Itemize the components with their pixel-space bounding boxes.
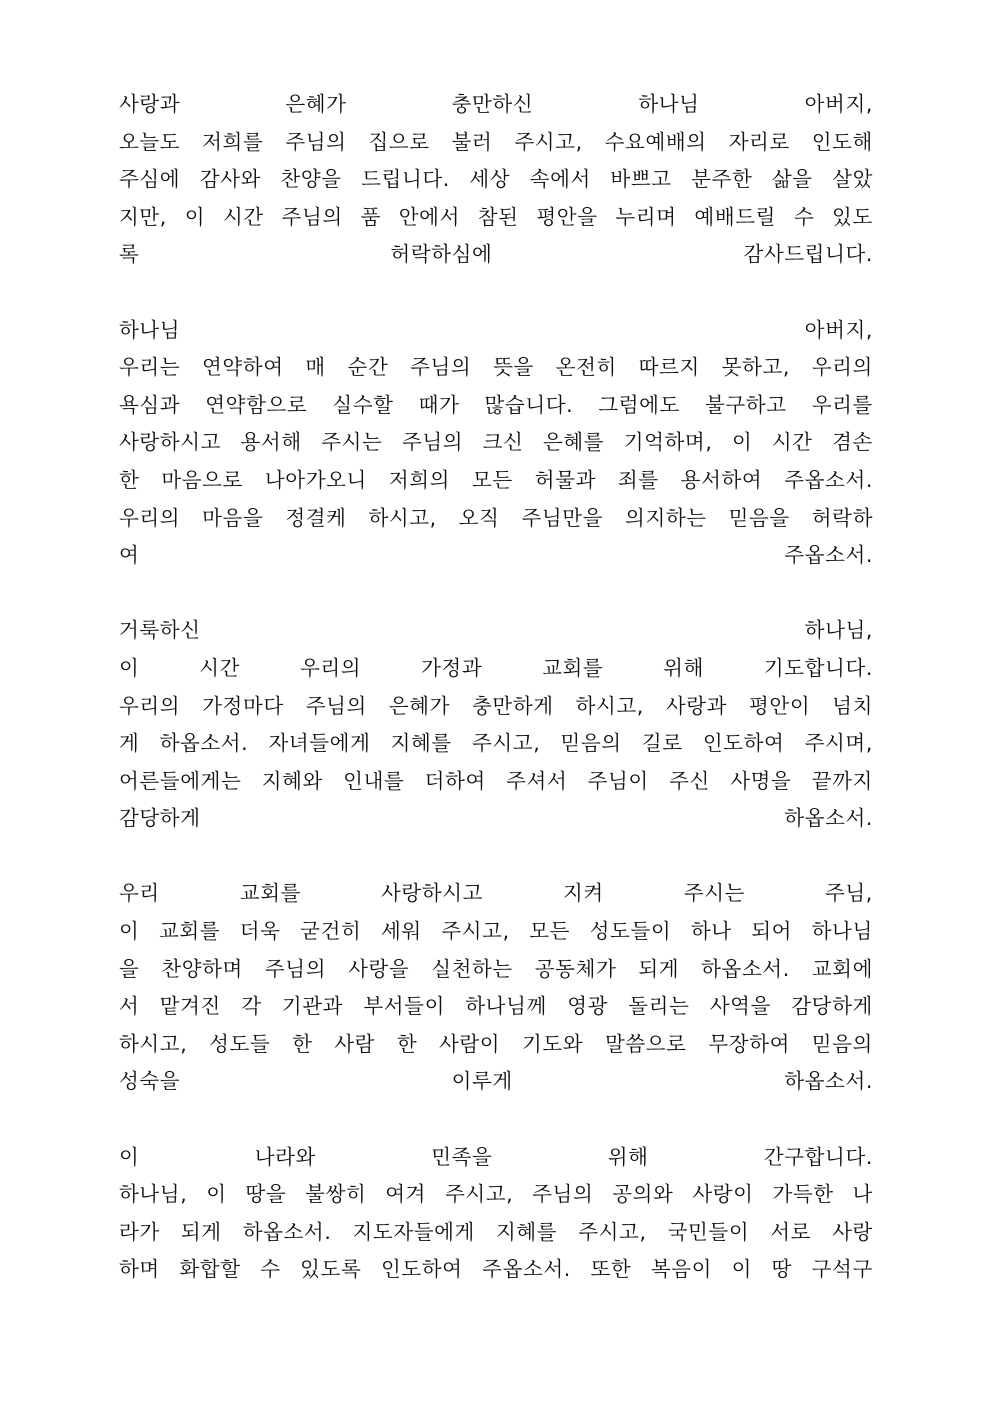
text-word: 록 bbox=[119, 242, 140, 267]
text-word: 이 bbox=[119, 1144, 140, 1169]
text-word: 이루게 bbox=[451, 1069, 513, 1094]
text-word: 충만하게 bbox=[472, 693, 554, 718]
text-word: 한 bbox=[292, 1031, 313, 1056]
text-word: 용서하여 bbox=[680, 467, 763, 492]
text-word: 이 bbox=[184, 204, 206, 229]
text-word: 하시고, bbox=[575, 693, 644, 718]
text-word: 사역을 bbox=[709, 994, 771, 1019]
text-word: 여 bbox=[119, 543, 140, 568]
text-word: 위해 bbox=[663, 655, 704, 680]
text-word: 예배드릴 bbox=[694, 204, 777, 229]
text-line bbox=[119, 1139, 873, 1177]
text-word: 불쌍히 bbox=[305, 1182, 367, 1207]
text-word: 부서들이 bbox=[363, 994, 445, 1019]
text-word: 주시고, bbox=[578, 1219, 647, 1244]
text-line bbox=[119, 236, 873, 274]
paragraph-gap bbox=[119, 575, 873, 613]
text-word: 이 bbox=[731, 430, 753, 455]
text-word: 주옵소서. bbox=[482, 1257, 571, 1282]
text-word: 자리로 bbox=[728, 129, 790, 154]
text-word: 평안을 bbox=[536, 204, 598, 229]
text-word: 한 bbox=[396, 1031, 418, 1056]
text-word: 지만, bbox=[119, 204, 167, 229]
text-word: 주님이 bbox=[587, 768, 649, 793]
text-word: 되게 bbox=[180, 1219, 222, 1244]
text-word: 화합할 bbox=[179, 1257, 241, 1282]
text-word: 말씀으로 bbox=[604, 1031, 687, 1056]
text-word: 분주한 bbox=[691, 167, 753, 192]
text-word: 아버지, bbox=[804, 92, 873, 116]
text-word: 사명을 bbox=[730, 768, 792, 793]
text-word: 무장하여 bbox=[708, 1031, 790, 1056]
text-word: 성도들 bbox=[209, 1031, 271, 1056]
text-word: 찬양을 bbox=[280, 167, 342, 192]
text-word: 넘치 bbox=[832, 693, 873, 718]
text-word: 의지하는 bbox=[625, 505, 707, 530]
text-line bbox=[119, 312, 873, 350]
text-word: 하나님께 bbox=[465, 994, 547, 1019]
prayer-text bbox=[119, 86, 873, 1289]
text-word: 있도록 bbox=[300, 1257, 362, 1282]
text-word: 하시고, bbox=[119, 1031, 188, 1056]
text-word: 사랑하시고 bbox=[381, 881, 484, 906]
text-line bbox=[119, 500, 873, 538]
text-word: 연약하여 bbox=[201, 355, 284, 380]
text-line bbox=[119, 612, 873, 650]
text-word: 수 bbox=[793, 204, 815, 229]
text-word: 기도와 bbox=[521, 1031, 584, 1056]
text-word: 주님의 bbox=[532, 1182, 594, 1207]
text-word: 주신 bbox=[669, 768, 710, 793]
text-line bbox=[119, 763, 873, 801]
text-word: 사랑과 bbox=[665, 693, 728, 718]
text-word: 우리를 bbox=[811, 392, 873, 417]
text-word: 사람 bbox=[334, 1031, 376, 1056]
text-line bbox=[119, 1251, 873, 1289]
paragraph-gap bbox=[119, 838, 873, 876]
text-word: 지혜를 bbox=[390, 731, 452, 756]
text-word: 하옵소서. bbox=[242, 1219, 332, 1244]
text-line bbox=[119, 537, 873, 575]
paragraph-gap bbox=[119, 274, 873, 312]
text-word: 이 bbox=[119, 919, 140, 944]
text-word: 맡겨진 bbox=[159, 994, 221, 1019]
text-word: 실천하는 bbox=[431, 956, 513, 981]
text-word: 교회를 bbox=[239, 881, 302, 906]
text-word: 주님의 bbox=[285, 129, 347, 154]
text-word: 시간 bbox=[199, 655, 241, 680]
paragraph bbox=[119, 875, 873, 1101]
text-word: 한 bbox=[119, 467, 140, 492]
text-word: 하나님 bbox=[119, 317, 181, 342]
text-line bbox=[119, 1176, 873, 1214]
text-word: 주님의 bbox=[305, 693, 367, 718]
text-word: 되어 bbox=[751, 919, 793, 944]
text-word: 드립니다. bbox=[361, 167, 450, 192]
text-word: 저희의 bbox=[388, 467, 451, 492]
text-word: 지혜와 bbox=[261, 768, 323, 793]
text-line bbox=[119, 1214, 873, 1252]
text-word: 성숙을 bbox=[119, 1069, 181, 1094]
text-word: 은혜가 bbox=[285, 92, 347, 116]
text-line bbox=[119, 913, 873, 951]
text-word: 매 bbox=[305, 355, 326, 380]
text-word: 세상 bbox=[469, 167, 511, 192]
text-word: 세워 bbox=[380, 919, 422, 944]
text-word: 겸손 bbox=[832, 430, 873, 455]
paragraph bbox=[119, 612, 873, 838]
paragraph bbox=[119, 1139, 873, 1289]
text-word: 서로 bbox=[770, 1219, 812, 1244]
text-word: 우리의 bbox=[119, 505, 181, 530]
text-word: 나아가오니 bbox=[264, 467, 367, 492]
text-word: 인도하여 bbox=[380, 1257, 463, 1282]
text-word: 연약함으로 bbox=[205, 392, 308, 417]
text-word: 하며 bbox=[119, 1257, 160, 1282]
text-word: 아버지, bbox=[804, 317, 873, 342]
text-word: 사랑이 bbox=[692, 1182, 754, 1207]
text-word: 하나님, bbox=[804, 618, 873, 643]
text-word: 이 bbox=[119, 655, 140, 680]
text-word: 저희를 bbox=[202, 129, 264, 154]
text-word: 실수할 bbox=[332, 392, 394, 417]
text-word: 주옵소서. bbox=[784, 467, 873, 492]
text-word: 민족을 bbox=[431, 1144, 493, 1169]
text-word: 하옵소서. bbox=[701, 956, 790, 981]
text-word: 허락하심에 bbox=[390, 242, 493, 267]
text-word: 우리의 bbox=[119, 693, 181, 718]
text-word: 시간 bbox=[771, 430, 813, 455]
text-word: 시간 bbox=[222, 204, 264, 229]
text-word: 하나님 bbox=[638, 92, 700, 116]
text-word: 주님, bbox=[825, 881, 873, 906]
text-word: 안에서 bbox=[398, 204, 460, 229]
text-word: 국민들이 bbox=[667, 1219, 750, 1244]
text-word: 그럼에도 bbox=[598, 392, 680, 417]
text-word: 충만하신 bbox=[451, 92, 534, 116]
text-line bbox=[119, 875, 873, 913]
text-word: 속에서 bbox=[529, 167, 591, 192]
text-word: 욕심과 bbox=[119, 392, 181, 417]
text-word: 돌리는 bbox=[628, 994, 690, 1019]
text-word: 라가 bbox=[119, 1219, 160, 1244]
text-word: 인내를 bbox=[343, 768, 405, 793]
text-word: 사랑 bbox=[832, 1219, 873, 1244]
text-word: 감당하게 bbox=[119, 806, 201, 831]
text-word: 을 bbox=[119, 956, 140, 981]
text-word: 주시며, bbox=[804, 731, 873, 756]
text-word: 뜻을 bbox=[493, 355, 534, 380]
text-word: 허락하 bbox=[811, 505, 873, 530]
text-word: 감당하게 bbox=[791, 994, 873, 1019]
text-word: 더욱 bbox=[239, 919, 281, 944]
text-word: 주님의 bbox=[410, 355, 472, 380]
text-word: 기억하며, bbox=[623, 430, 713, 455]
text-word: 우리의 bbox=[811, 355, 873, 380]
text-word: 주셔서 bbox=[506, 768, 568, 793]
text-word: 인도해 bbox=[811, 129, 873, 154]
text-word: 굳건히 bbox=[300, 919, 362, 944]
text-word: 사랑을 bbox=[348, 956, 410, 981]
text-word: 나라와 bbox=[254, 1144, 316, 1169]
text-line bbox=[119, 800, 873, 838]
text-word: 오늘도 bbox=[119, 129, 181, 154]
text-word: 땅 bbox=[771, 1257, 793, 1282]
text-word: 이 bbox=[206, 1182, 227, 1207]
text-word: 많습니다. bbox=[484, 392, 574, 417]
text-word: 수 bbox=[260, 1257, 281, 1282]
text-word: 또한 bbox=[590, 1257, 632, 1282]
text-word: 있도 bbox=[832, 204, 873, 229]
text-word: 주시고, bbox=[441, 919, 510, 944]
text-word: 사랑하시고 bbox=[119, 430, 222, 455]
text-word: 어른들에게는 bbox=[119, 768, 242, 793]
text-word: 모든 bbox=[529, 919, 571, 944]
text-word: 교회를 bbox=[542, 655, 604, 680]
text-word: 품 bbox=[360, 204, 381, 229]
text-word: 서 bbox=[119, 994, 140, 1019]
text-word: 따르지 bbox=[638, 355, 700, 380]
text-word: 온전히 bbox=[555, 355, 617, 380]
text-word: 마음으로 bbox=[161, 467, 243, 492]
text-word: 기관과 bbox=[281, 994, 344, 1019]
text-word: 불구하고 bbox=[705, 392, 787, 417]
text-word: 살았 bbox=[832, 167, 873, 192]
text-word: 주님의 bbox=[401, 430, 464, 455]
text-word: 주님의 bbox=[281, 204, 343, 229]
text-word: 믿음의 bbox=[811, 1031, 873, 1056]
text-line bbox=[119, 988, 873, 1026]
text-word: 끝까지 bbox=[811, 768, 873, 793]
text-word: 교회에 bbox=[811, 956, 873, 981]
text-word: 지혜를 bbox=[495, 1219, 558, 1244]
text-word: 마음을 bbox=[202, 505, 264, 530]
text-word: 불러 bbox=[451, 129, 493, 154]
text-word: 길로 bbox=[641, 731, 683, 756]
text-word: 감사드립니다. bbox=[743, 242, 873, 267]
text-word: 하나님, bbox=[119, 1182, 188, 1207]
text-word: 하나님 bbox=[811, 919, 873, 944]
text-word: 주시는 bbox=[321, 430, 383, 455]
text-word: 정결케 bbox=[285, 505, 347, 530]
text-word: 교회를 bbox=[158, 919, 221, 944]
text-word: 허물과 bbox=[534, 467, 596, 492]
text-word: 간구합니다. bbox=[763, 1144, 873, 1169]
text-word: 공의와 bbox=[612, 1182, 674, 1207]
text-word: 위해 bbox=[607, 1144, 649, 1169]
text-word: 자녀들에게 bbox=[268, 731, 371, 756]
text-word: 못하고, bbox=[721, 355, 790, 380]
text-word: 주님의 bbox=[264, 956, 327, 981]
text-word: 각 bbox=[241, 994, 262, 1019]
text-word: 주시는 bbox=[683, 881, 746, 906]
text-line bbox=[119, 424, 873, 462]
text-line bbox=[119, 349, 873, 387]
text-word: 하옵소서. bbox=[159, 731, 249, 756]
text-word: 은혜가 bbox=[388, 693, 451, 718]
text-word: 찬양하며 bbox=[161, 956, 243, 981]
text-word: 지도자들에게 bbox=[352, 1219, 475, 1244]
text-word: 여겨 bbox=[385, 1182, 427, 1207]
text-word: 성도들이 bbox=[589, 919, 672, 944]
text-line bbox=[119, 688, 873, 726]
text-word: 가정마다 bbox=[202, 693, 284, 718]
text-word: 수요예배의 bbox=[604, 129, 707, 154]
text-word: 기도합니다. bbox=[763, 655, 873, 680]
text-word: 사람이 bbox=[439, 1031, 501, 1056]
text-line bbox=[119, 86, 873, 124]
text-word: 죄를 bbox=[617, 467, 659, 492]
paragraph bbox=[119, 312, 873, 575]
text-word: 감사와 bbox=[199, 167, 261, 192]
text-word: 인도하여 bbox=[702, 731, 785, 756]
text-word: 용서해 bbox=[240, 430, 302, 455]
text-line bbox=[119, 650, 873, 688]
text-word: 구석구 bbox=[811, 1257, 873, 1282]
text-line bbox=[119, 1063, 873, 1101]
text-word: 믿음을 bbox=[728, 505, 790, 530]
text-word: 바쁘고 bbox=[610, 167, 672, 192]
text-word: 더하여 bbox=[424, 768, 486, 793]
text-word: 지켜 bbox=[563, 881, 604, 906]
text-word: 주시고, bbox=[514, 129, 583, 154]
text-line bbox=[119, 725, 873, 763]
text-word: 오직 bbox=[458, 505, 500, 530]
text-word: 삶을 bbox=[771, 167, 813, 192]
text-line bbox=[119, 124, 873, 162]
paragraph bbox=[119, 86, 873, 274]
text-word: 때가 bbox=[418, 392, 460, 417]
text-word: 주시고, bbox=[444, 1182, 514, 1207]
text-word: 게 bbox=[119, 731, 140, 756]
text-word: 믿음의 bbox=[560, 731, 622, 756]
text-line bbox=[119, 1026, 873, 1064]
text-line bbox=[119, 951, 873, 989]
text-line bbox=[119, 462, 873, 500]
text-word: 주심에 bbox=[119, 167, 181, 192]
text-word: 가정과 bbox=[421, 655, 483, 680]
text-word: 모든 bbox=[472, 467, 513, 492]
text-word: 우리 bbox=[119, 881, 160, 906]
text-word: 거룩하신 bbox=[119, 618, 201, 643]
text-word: 누리며 bbox=[615, 204, 677, 229]
text-word: 하시고, bbox=[368, 505, 437, 530]
text-word: 하옵소서. bbox=[784, 1069, 873, 1094]
text-word: 하옵소서. bbox=[784, 806, 873, 831]
text-word: 은혜를 bbox=[542, 430, 605, 455]
text-word: 영광 bbox=[567, 994, 608, 1019]
text-word: 가득한 bbox=[772, 1182, 834, 1207]
text-word: 사랑과 bbox=[119, 92, 181, 116]
text-word: 되게 bbox=[638, 956, 680, 981]
text-word: 주옵소서. bbox=[784, 543, 873, 568]
text-word: 이 bbox=[731, 1257, 753, 1282]
text-word: 우리의 bbox=[299, 655, 362, 680]
text-word: 순간 bbox=[347, 355, 389, 380]
text-word: 크신 bbox=[482, 430, 524, 455]
text-line bbox=[119, 199, 873, 237]
text-word: 주시고, bbox=[472, 731, 541, 756]
text-word: 나 bbox=[852, 1182, 873, 1207]
text-line bbox=[119, 387, 873, 425]
paragraph-gap bbox=[119, 1101, 873, 1139]
text-word: 공동체가 bbox=[534, 956, 617, 981]
text-word: 하나 bbox=[690, 919, 732, 944]
text-word: 복음이 bbox=[650, 1257, 713, 1282]
text-word: 집으로 bbox=[368, 129, 430, 154]
text-word: 평안이 bbox=[749, 693, 811, 718]
text-word: 주님만을 bbox=[521, 505, 604, 530]
text-word: 우리는 bbox=[119, 355, 181, 380]
text-word: 땅을 bbox=[245, 1182, 287, 1207]
text-word: 참된 bbox=[477, 204, 519, 229]
text-line bbox=[119, 161, 873, 199]
